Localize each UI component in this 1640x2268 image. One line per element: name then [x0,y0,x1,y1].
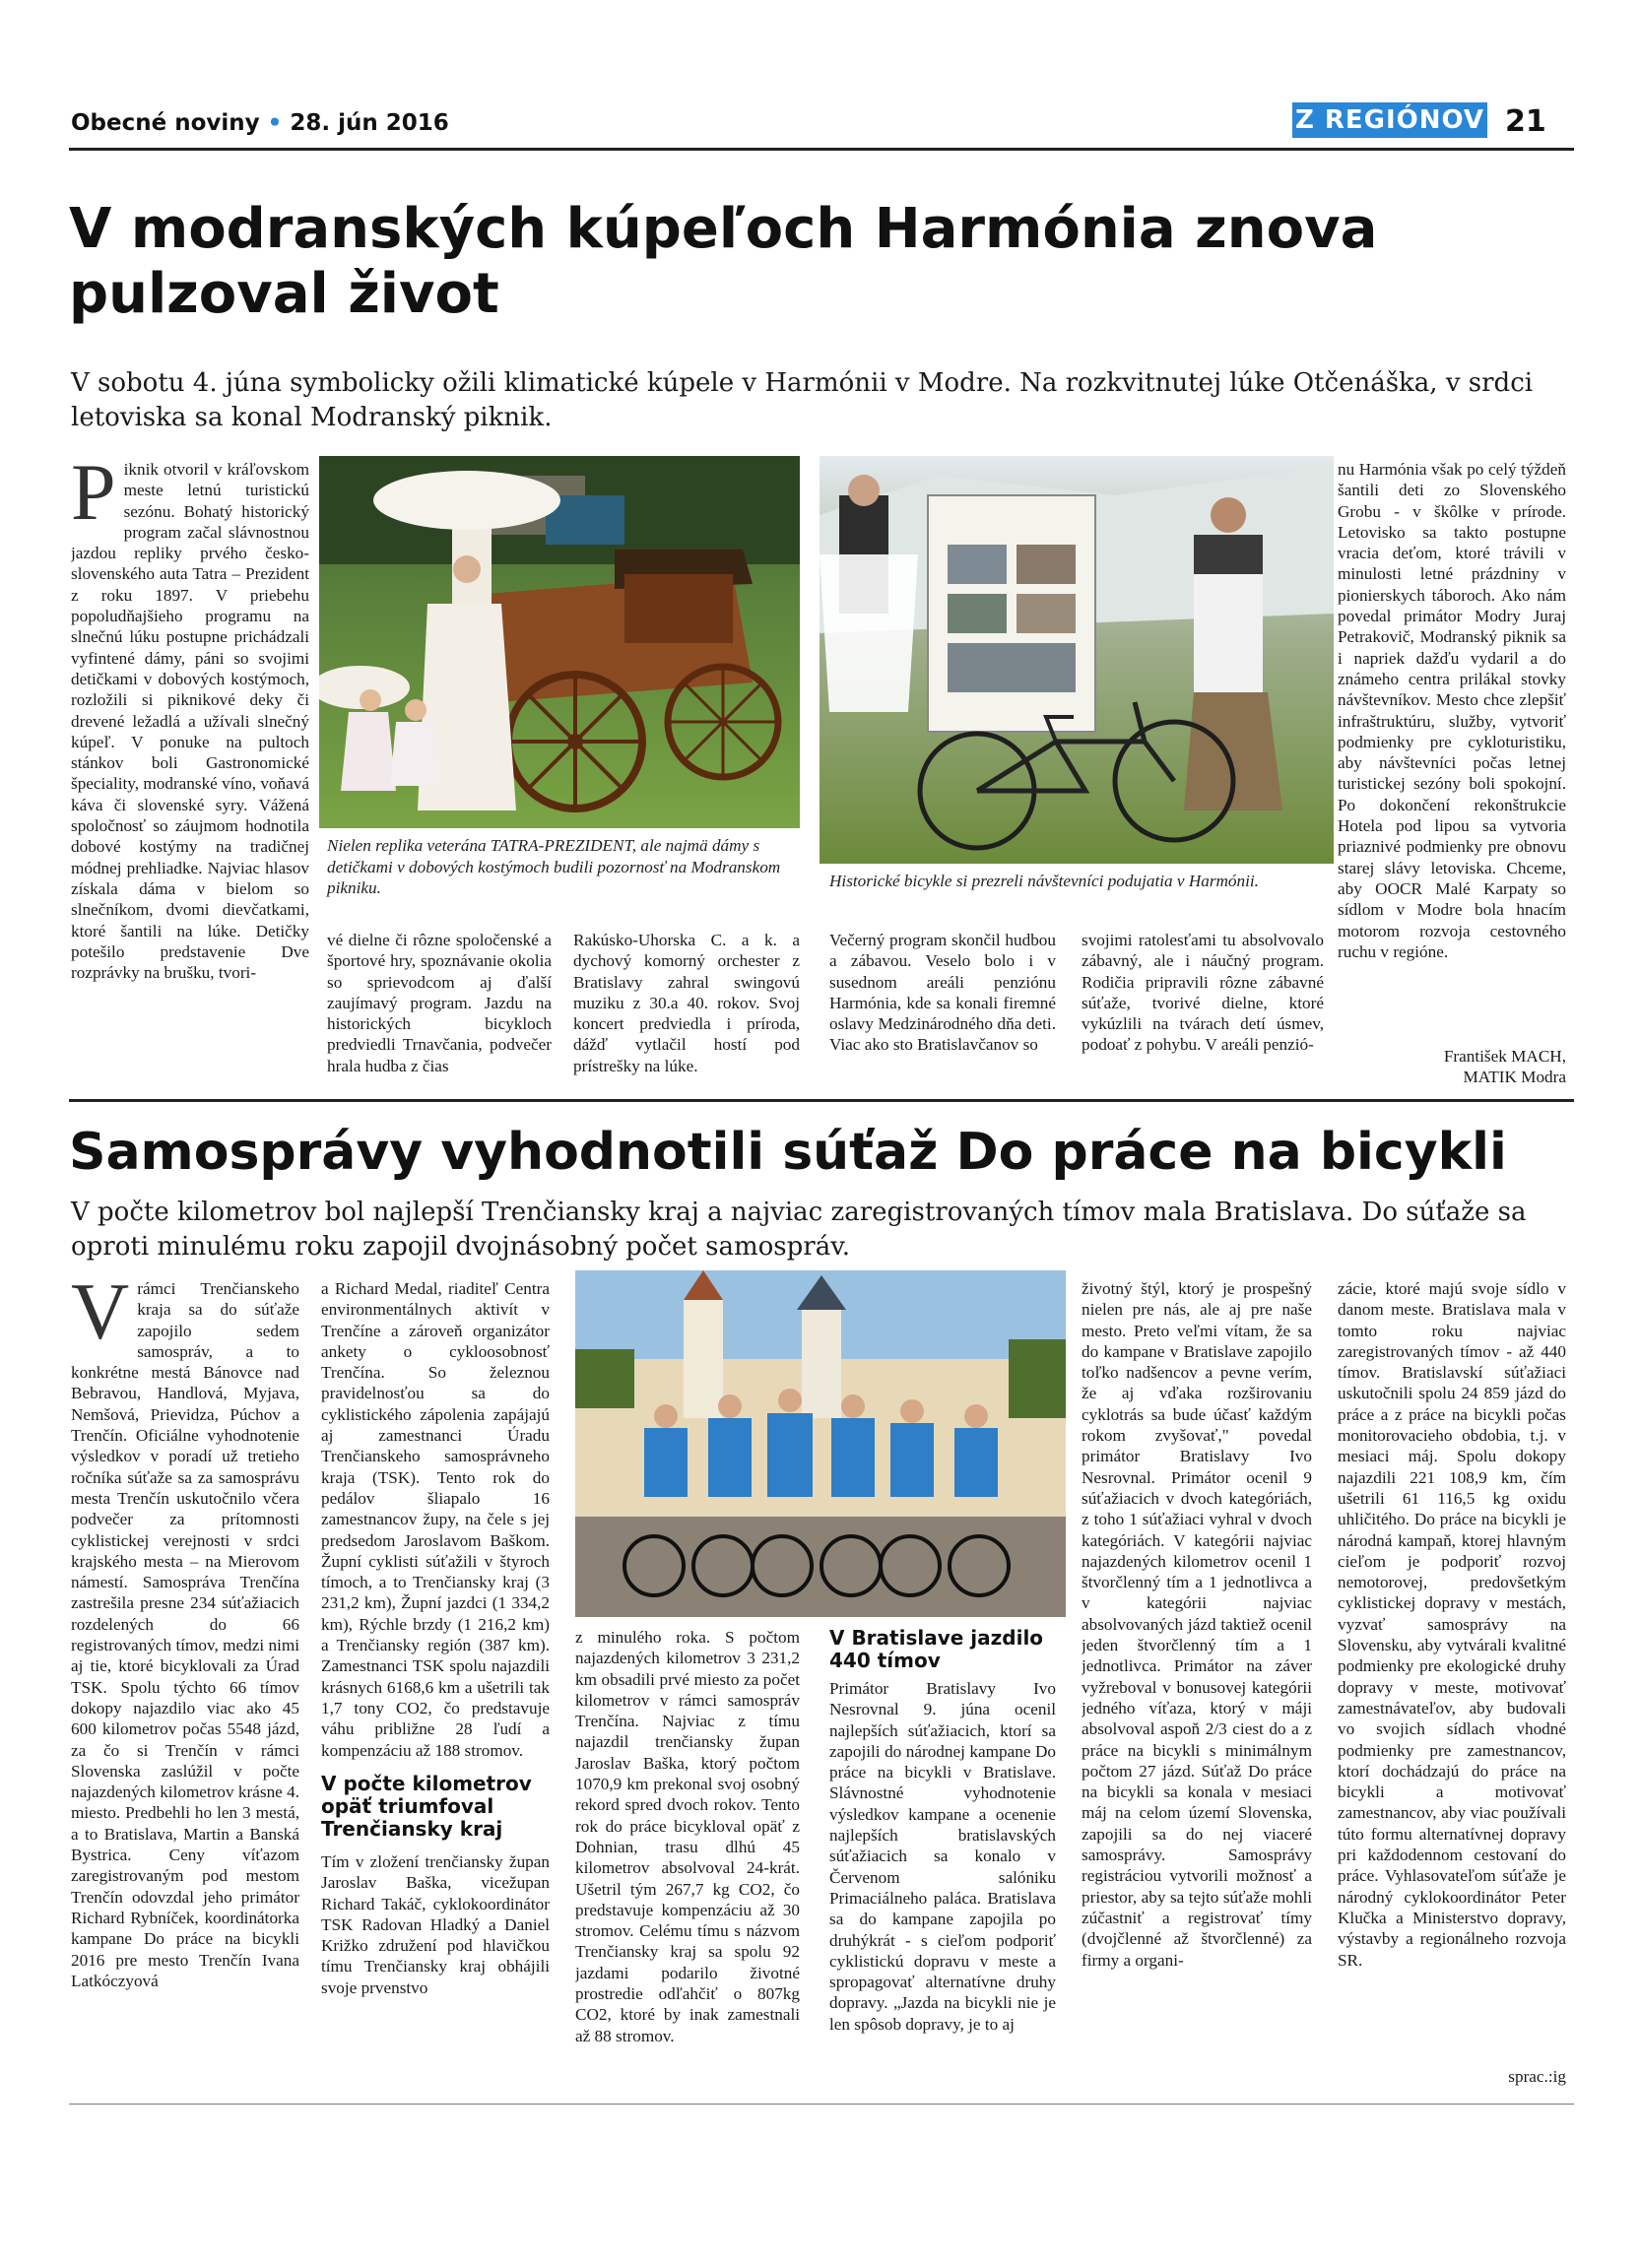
vintage-car-illustration [319,456,800,828]
dropcap: V [71,1278,130,1356]
article2-column-4: Primátor Bratislavy Ivo Nesrovnal 9. júna ocenil najlepších súťažiacich, ktorí sa zapojili do národnej kampane Do práce na bicykli v Bratislave. Slávnostné vyhodnotenie výsledkov kampane a ocenenie najlepších bratislavských súťažiacich sa konalo v Červenom salóniku Primaciálneho paláca. Bratislava sa do kampane zapojila po druhýkrát - s cieľom podporiť cyklistickú dopravu v meste a spropagovať alternatívne druhy dopravy. „Jazda na bicykli nie je len spôsob dopravy, je to aj [829,1679,1056,2034]
article2-column-5: životný štýl, ktorý je prospešný nielen pre nás, ale aj pre naše mesto. Preto veľmi vítam, že sa do kampane v Bratislave zapojilo toľko nadšencov a pevne verím, že aj vďaka rozširovaniu cyklotrás sa bude účasť každým rokom zvyšovať," povedal primátor Bratislavy Ivo Nesrovnal. Primátor ocenil 9 súťažiacich v dvoch kategóriách, z toho 1 súťažiaci vyhral v dvoch kategóriách. V kategórii najviac najazdených kilometrov ocenil 1 štvorčlenný tím a 1 jednotlivca a v kategórii najviac absolvovaných jázd taktiež ocenil jeden štvorčlenný tím a 1 jednotlivca. Primátor na záver vyžreboval v bonusovej kategórii jedného víťaza, ktorý v máji absolvoval aspoň 2/3 ciest do a z práce na bicykli s minimálnym počtom 27 jázd. Súťaž Do práce na bicykli sa konala v mesiaci máj na celom území Slovenska, zapojili sa do nej viaceré samosprávy. Samosprávy registráciou vytvorili možnosť a priestor, aby sa tejto súťaže mohli zúčastniť a registrovať tímy (dvojčlenné až štvorčlenné) za firmy a organi- [1082,1279,1312,1970]
bicycles-illustration [820,456,1334,864]
article2-signature: sprac.:ig [1508,2067,1566,2086]
article2-column-2: a Richard Medal, riaditeľ Centra environmentálnych aktivít v Trenčíne a zároveň organizátor ankety o cykloosobnosť Trenčína. So železnou pravidelnosťou sa do cyklistického zápolenia zapájajú aj zamestnanci Úradu Trenčianskeho samosprávneho kraja (TSK). Tento rok do pedálov šliapalo 16 zamestnancov župy, na čele s jej predsedom Jaroslavom Baškom. Župní cyklisti súťažili v štyroch tímoch, a to Trenčiansky kraj (3 231,2 km), Župní jazdci (1 334,2 km), Rýchle brzdy (1 216,2 km) a Trenčiansky región (387 km). Zamestnanci TSK spolu najazdili krásnych 6168,6 km a ušetrili tak 1,7 tony CO2, čo predstavuje váhu približne 28 ľudí a kompenzáciu až 188 stromov. [321,1279,550,1760]
article1-column-3: Rakúsko-Uhorska C. a k. a dychový komorný orchester z Bratislavy zahral swingovú muziku z 30.a 40. rokov. Svoj koncert predviedla i príroda, dážď vytlačil hostí pod prístrešky na lúke. [573,931,800,1075]
article2-column-2b: Tím v zložení trenčiansky župan Jaroslav Baška, vicežupan Richard Takáč, cyklokoordinátor TSK Radovan Hladký a Daniel Križko združení pod hlavičkou tímu Trenčiansky kraj obhájili svoje prvenstvo [321,1852,550,1997]
issue-date: 28. jún 2016 [290,110,449,136]
photo-vintage-car [319,456,800,828]
article2-column-6: zácie, ktoré majú svoje sídlo v danom meste. Bratislava mala v tomto roku najviac zaregistrovaných tímov - až 440 tímov. Bratislavskí súťažiaci uskutočnili spolu 24 859 jázd do práce a z práce na bicykli počas monitorovacieho obdobia, t.j. v mesiaci máj. Spolu dokopy najazdili 221 108,9 km, čím ušetrili 61 116,5 kg oxidu uhličitého. Do práce na bicykli je národná kampaň, ktorej hlavným cieľom je podporiť rozvoj nemotorovej, predovšetkým cyklistickej dopravy v mestách, vyzvať samosprávy na Slovensku, aby vytvárali kvalitné podmienky pre ekologické druhy dopravy v meste, motivovať zamestnávateľov, aby budovali vo svojich sídlach vhodné podmienky pre zamestnancov, ktorí dochádzajú do práce na bicykli a motivovať zamestnancov, aby viac používali túto formu alternatívnej dopravy pri každodennom cestovaní do práce. Vyhlasovateľom súťaže je národný cyklokoordinátor Peter Klučka a Ministerstvo dopravy, výstavby a regionálneho rozvoja SR. [1338,1279,1566,1970]
article1-column-6: nu Harmónia však po celý týždeň šantili deti zo Slovenského Grobu - v škôlke v prírode. Letovisko sa takto postupne vracia deťom, ktoré trávili v minulosti letné prázdniny v pionierskych táboroch. Ako nám povedal primátor Modry Juraj Petrakovič, Modranský piknik sa i napriek dažďu vydaril a do známeho centra prilákal stovky návštevníkov. Mesto chce zlepšiť infraštruktúru, služby, vytvoriť podmienky pre cykloturistiku, aby návštevníci počas letnej turistickej sezóny boli spokojní. Po dokončení rekonštrukcie Hotela pod lipou sa vytvoria priaznivé podmienky pre obnovu starej slávy letoviska. Chceme, aby OOCR Malé Karpaty so sídlom v Modre bola hnacím motorom rozvoja cestovného ruchu v regióne. [1338,460,1566,961]
article2-lead: V počte kilometrov bol najlepší Trenčiansky kraj a najviac zaregistrovaných tímov mala Bratislava. Do súťaže sa oproti minulému roku zapojil dvojnásobný počet samospráv. [71,1198,1527,1262]
header-rule [69,148,1574,151]
column-text: rámci Trenčianskeho kraja sa do súťaže zapojilo sedem samospráv, a to konkrétne mestá Bánovce nad Bebravou, Handlová, Myjava, Nemšová, Prievidza, Púchov a Trenčín. Oficiálne vyhodnotenie výsledkov v poradí už tretieho ročníka súťaže sa za samosprávu mesta Trenčín uskutočnilo včera podvečer za prítomnosti cyklistickej verejnosti v srdci krajského mesta – na Mierovom námestí. Samospráva Trenčína zastrešila presne 234 súťažiacich rozdelených do 66 registrovaných tímov, medzi nimi aj tie, ktoré bicyklovali za Úrad TSK. Spolu týchto 66 tímov dokopy najazdilo viac ako 45 600 kilometrov počas 5548 jázd, za čo si Trenčín v rámci Slovenska zaslúžil v počte najazdených kilometrov krásne 4. miesto. Predbehli ho len 3 mestá, a to Bratislava, Martin a Banská Bystrica. Ceny víťazom zaregistrovaným pod mestom Trenčín odovzdal jeho primátor Richard Rybníček, koordinátorka kampane Do práce na bicykli 2016 pre mesto Trenčín Ivana Latkóczyová [71,1279,299,1990]
dropcap: P [71,459,116,537]
article-divider [69,1099,1574,1102]
separator-dot: • [267,110,283,136]
author-organization: MATIK Modra [1463,1068,1566,1086]
footer-rule [69,2104,1574,2105]
cyclists-illustration [575,1270,1066,1617]
article1-column-1 [71,459,309,1089]
author-name: František MACH, [1443,1047,1566,1066]
article2-column-1 [71,1278,299,2096]
page-number: 21 [1505,104,1546,139]
column-text: iknik otvoril v kráľovskom meste letnú turistickú sezónu. Bohatý historický program začal slávnostnou jazdou repliky prvého česko-slovenského auta Tatra – Prezident z roku 1897. V priebehu popoludňajšieho programu na slnečnú lúku postupne prichádzali vyfintené dámy, páni so svojimi detičkami v dobových kostýmoch, rozložili si piknikové deky či drevené ležadlá a užívali slnečný kúpeľ. V ponuke na pultoch stánkov boli Gastronomické špeciality, modranské víno, voňavá káva či slovenské syry. Vážená spoločnosť so záujmom hodnotila dobové kostýmy na tradičnej módnej prehliadke. Najviac hlasov získala dáma v bielom so slnečníkom, dvomi dievčatkami, ktoré šantili na lúke. Detičky potešilo predstavenie Dve rozprávky na brušku, tvori- [71,460,309,983]
section-label: Z REGIÓNOV [1292,102,1487,138]
masthead [71,110,449,136]
article1-column-5: svojimi ratolesťami tu absolvovalo zábavný, ale i náučný program. Rodičia pripravili rôzne zábavné súťaže, tvorivé dielne, ktoré vykúzlili na tvárach detí úsmev, podoať z pohybu. V areáli penzió- [1082,931,1324,1055]
article1-lead: V sobotu 4. júna symbolicky ožili klimatické kúpele v Harmónii v Modre. Na rozkvitnutej lúke Otčenáška, v srdci letoviska sa konal Modranský piknik. [71,368,1534,432]
article2-title: Samosprávy vyhodnotili súťaž Do práce na bicykli [69,1123,1507,1182]
article1-column-2: vé dielne či rôzne spoločenské a športové hry, spoznávanie okolia so sprievodcom aj ďalší zaujímavý program. Jazdu na historických bicykloch predviedli Trnavčania, podvečer hrala hudba z čias [327,931,552,1075]
article1-title: V modranských kúpeľoch Harmónia znova pulzoval život [69,197,1378,326]
subheading-trencin: V počte kilometrov opäť triumfoval Trenčiansky kraj [321,1772,532,1841]
subheading-bratislava: V Bratislave jazdilo 440 tímov [829,1626,1044,1672]
publication-name: Obecné noviny [71,110,260,136]
article2-column-3: z minulého roka. S počtom najazdených kilometrov 3 231,2 km obsadili prvé miesto za počet kilometrov v rámci samospráv Trenčína. Najviac z tímu najazdil trenčiansky župan Jaroslav Baška, ktorý počtom 1070,9 km prekonal svoj osobný rekord spred dvoch rokov. Tento rok do práce bicykloval opäť z Dohnian, trasu dlhú 45 kilometrov absolvoval 24-krát. Ušetril tým 267,7 kg CO2, čo predstavuje kompenzáciu až 30 stromov. Celému tímu s názvom Trenčiansky kraj sa spolu 92 jazdami podarilo životné prostredie odľahčiť o 807kg CO2, ktoré by inak zamestnali až 88 stromov. [575,1628,800,2045]
caption-photo-1: Nielen replika veterána TATRA-PREZIDENT, ale najmä dámy s detičkami v dobových kostýmoch budili pozornosť na Modranskom pikniku. [327,836,781,897]
photo-cyclists [575,1270,1066,1617]
caption-photo-2: Historické bicykle si prezreli návštevníci podujatia v Harmónii. [829,872,1259,890]
article1-column-4: Večerný program skončil hudbou a zábavou. Veselo bolo i v susednom areáli penziónu Harmónia, kde sa konali firemné oslavy Medzinárodného dňa deti. Viac ako sto Bratislavčanov so [829,931,1056,1055]
photo-historic-bicycles [820,456,1334,864]
